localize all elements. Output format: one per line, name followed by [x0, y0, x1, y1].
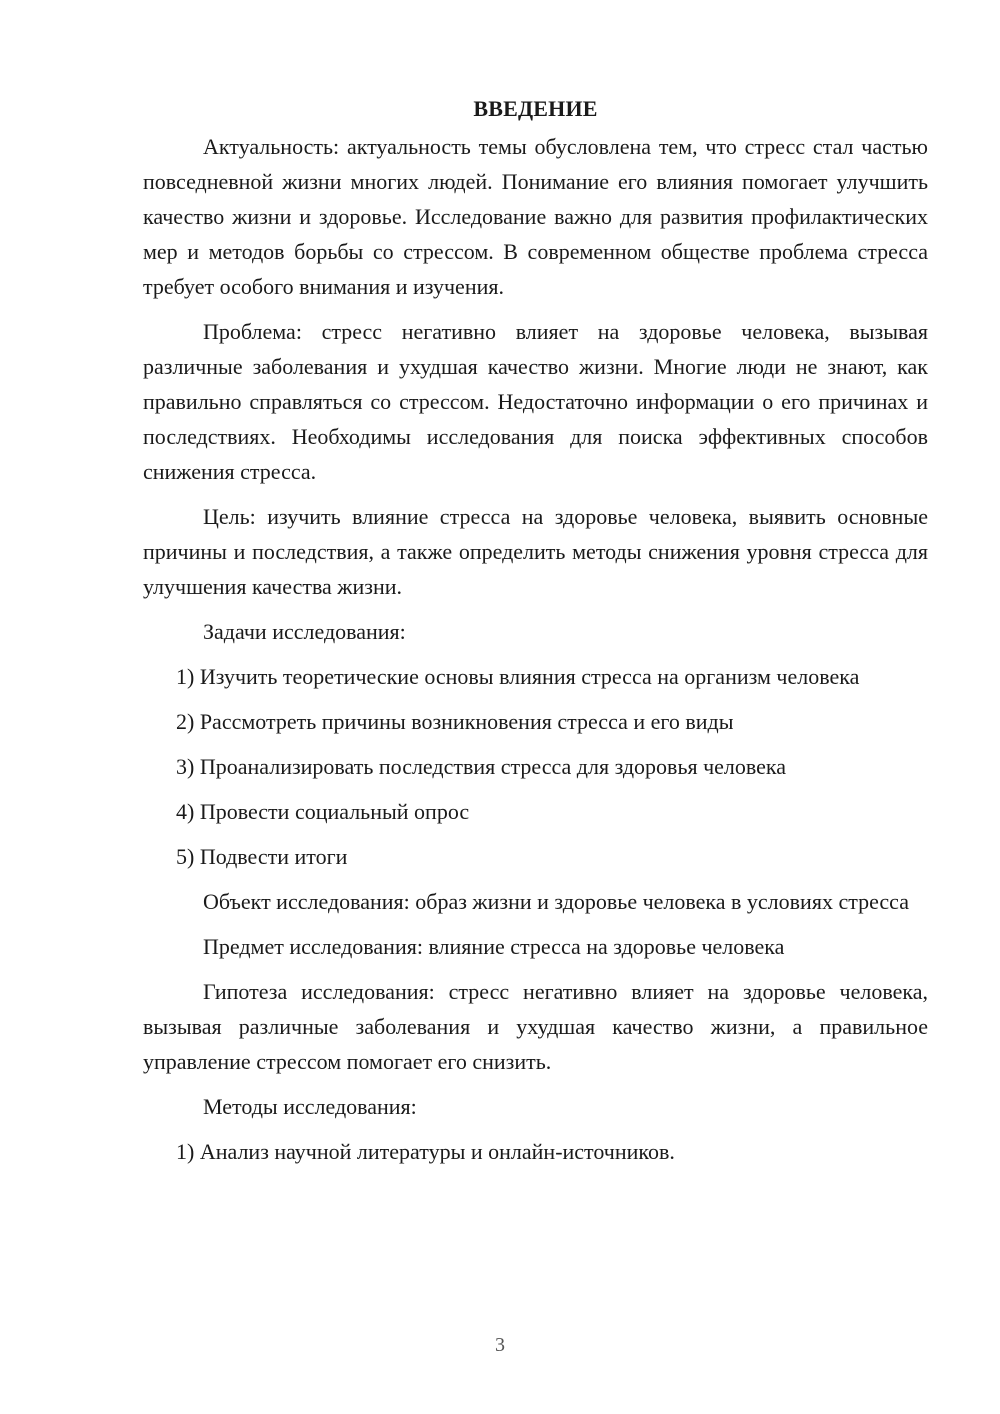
method-item-1: 1) Анализ научной литературы и онлайн-источников.: [176, 1139, 675, 1164]
object-paragraph: Объект исследования: образ жизни и здоровье человека в условиях стресса: [203, 889, 909, 914]
task-item-3: 3) Проанализировать последствия стресса для здоровья человека: [176, 754, 787, 779]
task-item-5: 5) Подвести итоги: [176, 844, 348, 869]
problem-paragraph: Проблема: стресс негативно влияет на здоровье человека, вызывая различные заболевания и ухудшая качество жизни. Многие люди не знают, как правильно справляться со стрессом. Недостаточно информации о его причинах и последствиях. Необходимы исследования для поиска эффективных способов снижения стресса.: [143, 319, 928, 484]
hypothesis-paragraph: Гипотеза исследования: стресс негативно влияет на здоровье человека, вызывая различные заболевания и ухудшая качество жизни, а правильное управление стрессом помогает его снизить.: [143, 979, 928, 1074]
page-number: 3: [495, 1334, 505, 1356]
relevance-paragraph: Актуальность: актуальность темы обусловлена тем, что стресс стал частью повседневной жизни многих людей. Понимание его влияния помогает улучшить качество жизни и здоровье. Исследование важно для развития профилактических мер и методов борьбы со стрессом. В современном обществе проблема стресса требует особого внимания и изучения.: [143, 134, 928, 299]
goal-paragraph: Цель: изучить влияние стресса на здоровье человека, выявить основные причины и последствия, а также определить методы снижения уровня стресса для улучшения качества жизни.: [143, 504, 928, 599]
tasks-heading: Задачи исследования:: [203, 619, 406, 644]
subject-paragraph: Предмет исследования: влияние стресса на здоровье человека: [203, 934, 785, 959]
task-item-1: 1) Изучить теоретические основы влияния стресса на организм человека: [176, 664, 860, 689]
task-item-2: 2) Рассмотреть причины возникновения стресса и его виды: [176, 709, 734, 734]
methods-heading: Методы исследования:: [203, 1094, 417, 1119]
page-content: [143, 91, 928, 1179]
page-title: ВВЕДЕНИЕ: [473, 96, 598, 121]
task-item-4: 4) Провести социальный опрос: [176, 799, 470, 824]
